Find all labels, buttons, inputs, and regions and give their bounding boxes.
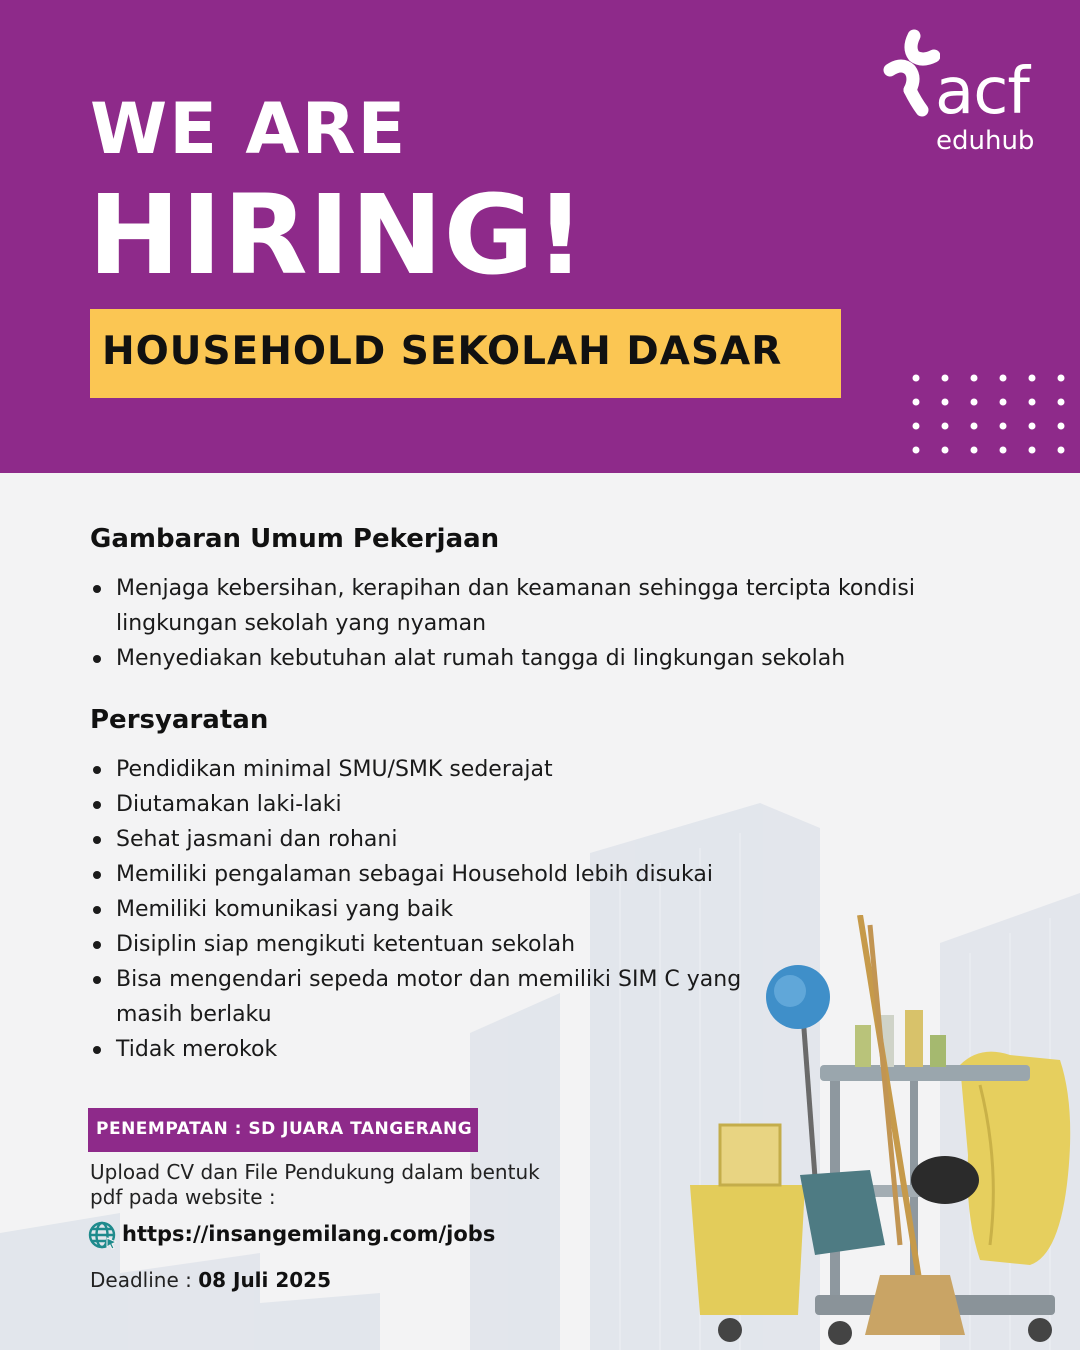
list-item: Memiliki pengalaman sebagai Household lebih disukai [90,857,770,892]
headline-we-are: WE ARE [90,88,408,170]
deadline [90,1268,331,1292]
list-item: Bisa mengendari sepeda motor dan memiliki SIM C yang masih berlaku [90,962,770,1032]
list-item: Memiliki komunikasi yang baik [90,892,770,927]
list-item: Menjaga kebersihan, kerapihan dan keamanan sehingga tercipta kondisi lingkungan sekolah yang nyaman [90,571,1010,641]
logo-brand-text: acf [935,55,1029,129]
headline-hiring: HIRING! [88,171,587,299]
requirements-title: Persyaratan [90,705,269,735]
header-banner [0,0,1080,473]
placement-text: PENEMPATAN : SD JUARA TANGERANG [96,1119,473,1139]
placement-badge [88,1108,478,1152]
upload-instructions: Upload CV dan File Pendukung dalam bentuk pdf pada website : [90,1160,540,1209]
cleaning-cart-image [680,915,1080,1350]
deadline-label: Deadline : [90,1268,199,1292]
list-item: Tidak merokok [90,1032,770,1067]
plus-cross-logo-icon [880,26,940,121]
requirements-list [90,752,770,1067]
list-item: Diutamakan laki-laki [90,787,770,822]
list-item: Pendidikan minimal SMU/SMK sederajat [90,752,770,787]
position-title-banner [90,309,841,398]
acf-eduhub-logo [880,26,1060,166]
globe-icon [88,1220,118,1250]
job-description-title: Gambaran Umum Pekerjaan [90,524,500,554]
list-item: Sehat jasmani dan rohani [90,822,770,857]
list-item: Disiplin siap mengikuti ketentuan sekolah [90,927,770,962]
position-title: HOUSEHOLD SEKOLAH DASAR [102,329,783,374]
deadline-date: 08 Juli 2025 [198,1268,332,1292]
decorative-dot-grid [910,372,1070,462]
list-item: Menyediakan kebutuhan alat rumah tangga di lingkungan sekolah [90,641,1010,676]
logo-sub-text: eduhub [936,126,1035,156]
website-link[interactable]: https://insangemilang.com/jobs [122,1222,496,1246]
job-description-list [90,571,1010,676]
